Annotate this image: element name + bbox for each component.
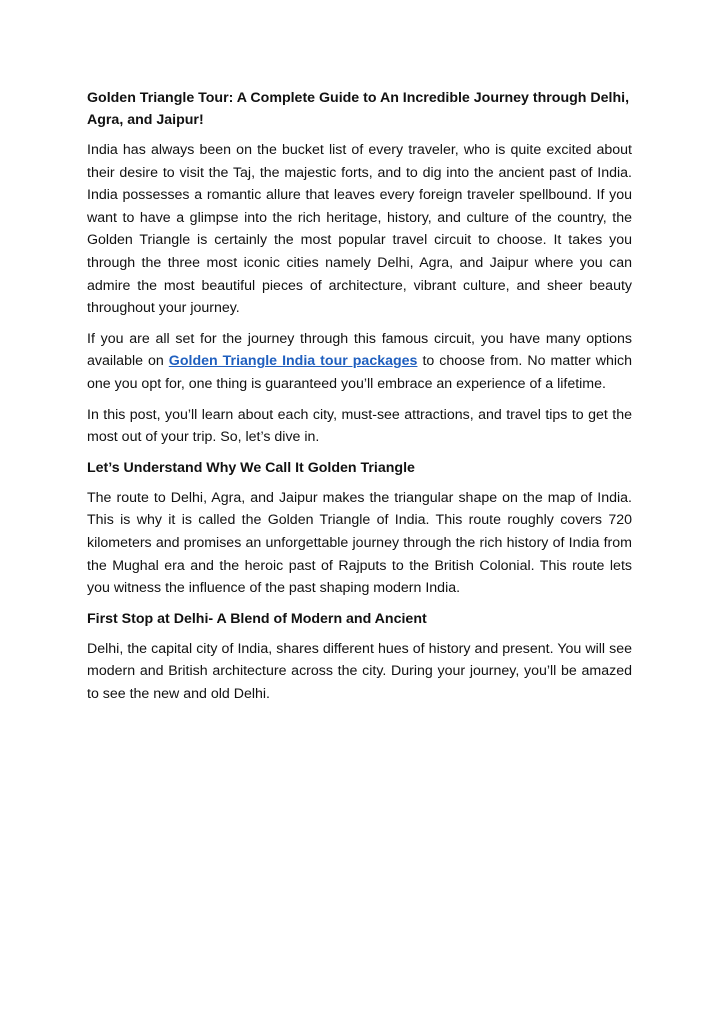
options-text-after: to choose from. No matter which one you opt for, one thing is guaranteed you’ll embrace an experience of a lifetime. <box>87 353 632 392</box>
tour-packages-link[interactable]: Golden Triangle India tour packages <box>168 353 418 370</box>
document-page <box>87 87 632 713</box>
section-heading-delhi: First Stop at Delhi- A Blend of Modern and Ancient <box>87 610 427 627</box>
section-body-golden-triangle: The route to Delhi, Agra, and Jaipur makes the triangular shape on the map of India. This is why it is called the Golden Triangle of India. This route roughly covers 720 kilometers and promises an unforgettable journey through the rich history of India from the Mughal era and the heroic past of Rajputs to the British Colonial. This route lets you witness the influence of the past shaping modern India. <box>87 489 632 597</box>
options-paragraph <box>87 328 632 396</box>
document-title: Golden Triangle Tour: A Complete Guide to An Incredible Journey through Delhi, Agra, and Jaipur! <box>87 90 630 128</box>
post-intro-paragraph: In this post, you’ll learn about each city, must-see attractions, and travel tips to get the most out of your trip. So, let’s dive in. <box>87 406 632 446</box>
intro-paragraph: India has always been on the bucket list of every traveler, who is quite excited about their desire to visit the Taj, the majestic forts, and to dig into the ancient past of India. India possesses a romantic allure that leaves every foreign traveler spellbound. If you want to have a glimpse into the rich heritage, history, and culture of the country, the Golden Triangle is certainly the most popular travel circuit to choose. It takes you through the three most iconic cities namely Delhi, Agra, and Jaipur where you can admire the most beautiful pieces of architecture, vibrant culture, and sheer beauty throughout your journey. <box>87 142 632 317</box>
section-body-delhi: Delhi, the capital city of India, shares different hues of history and present. You will see modern and British architecture across the city. During your journey, you’ll be amazed to see the new and old Delhi. <box>87 640 632 702</box>
section-heading-golden-triangle: Let’s Understand Why We Call It Golden Triangle <box>87 459 415 476</box>
options-text-before: If you are all set for the journey through this famous circuit, you have many options available on <box>87 330 632 370</box>
